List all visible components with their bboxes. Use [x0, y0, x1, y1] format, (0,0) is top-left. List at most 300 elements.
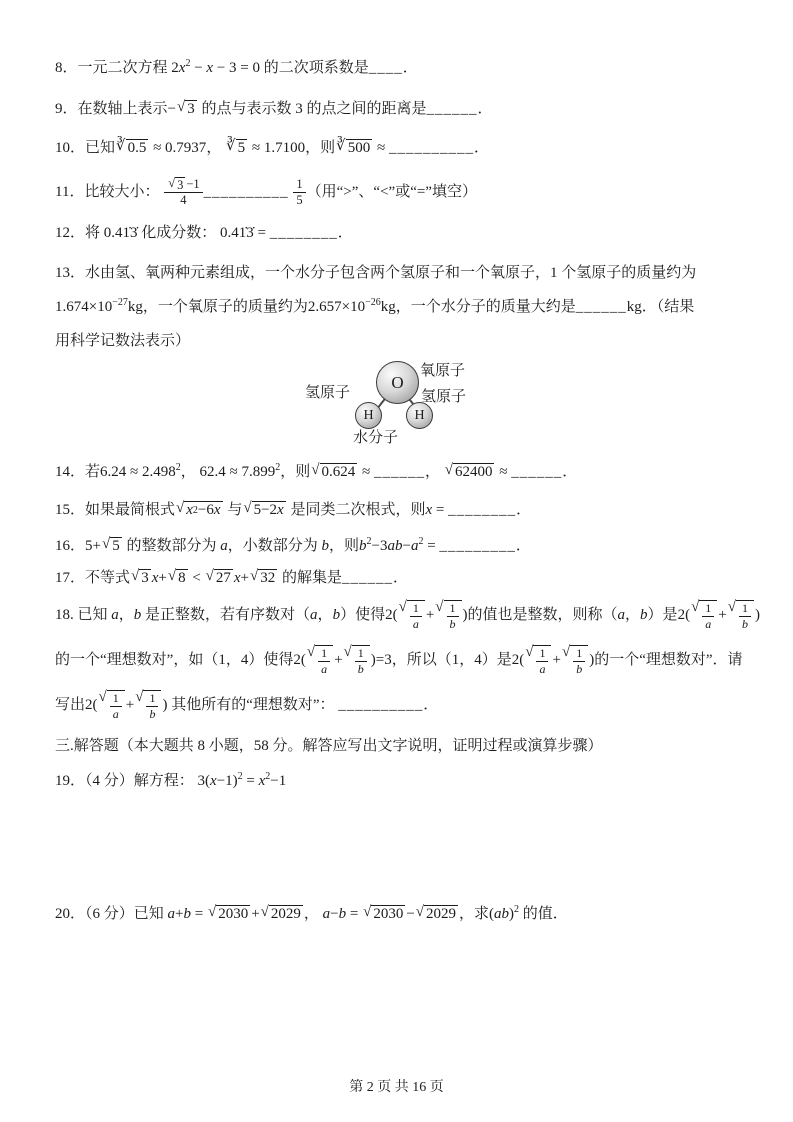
text-run: 1 — [149, 691, 156, 706]
math-run: ) — [589, 652, 595, 668]
text-run: ，一个氧原子的质量约为 — [142, 299, 308, 315]
denominator — [178, 193, 188, 208]
text-run — [289, 184, 293, 200]
math-run: −6 — [197, 502, 214, 519]
denominator — [574, 662, 584, 676]
hydrogen-atom-left-symbol: H — [363, 407, 374, 423]
sqrt-expression — [363, 905, 405, 923]
text-run: ． — [515, 538, 531, 554]
cbrt-expression — [336, 139, 372, 157]
superscript: −27 — [112, 297, 128, 308]
radicand — [269, 905, 303, 923]
text-run: 10．已知 — [55, 140, 116, 156]
sqrt-expression — [177, 100, 197, 118]
numerator — [110, 691, 122, 706]
text-run: ． — [477, 101, 493, 117]
math-variable: a — [539, 661, 546, 676]
math-run: 2( — [385, 607, 398, 623]
cbrt-expression — [116, 139, 148, 157]
math-variable: a — [111, 607, 119, 623]
sqrt-expression — [435, 600, 461, 631]
text-run: 与 — [223, 502, 243, 518]
text-run: 62400 — [454, 464, 493, 481]
answer-blank: ______ — [511, 464, 563, 480]
math-run: + — [175, 906, 184, 922]
sqrt-expression — [168, 177, 185, 192]
answer-blank: ______ — [373, 464, 425, 480]
text-run: 20．（6 分）已知 — [55, 906, 168, 922]
math-variable: a — [705, 616, 712, 631]
radicand — [185, 100, 197, 118]
text-run: 5 — [112, 538, 120, 555]
fraction — [702, 601, 714, 631]
text-run: 32 — [260, 570, 276, 587]
text-run: 0.5 — [127, 140, 147, 157]
math-variable: ab — [494, 906, 510, 922]
radical-sign: √ — [727, 599, 736, 616]
math-run: ≈ — [373, 140, 389, 156]
math-run: − — [402, 538, 411, 554]
math-run: 2.657×10 — [307, 299, 366, 315]
denominator — [319, 662, 329, 676]
question-15 — [55, 498, 749, 523]
radical-sign: √ — [168, 175, 176, 190]
text-run: ，则 — [305, 140, 336, 156]
answer-blank: ______ — [341, 570, 393, 586]
numerator — [318, 646, 330, 661]
text-run: 2029 — [270, 906, 301, 923]
text-run: 0.624 — [321, 464, 356, 481]
superscript: −26 — [365, 297, 381, 308]
radicand — [444, 600, 462, 631]
question-19 — [55, 769, 749, 794]
text-run: ， — [180, 464, 200, 480]
answer-blank: __________ — [338, 697, 424, 713]
math-variable: x — [206, 60, 214, 76]
text-run: 的值． — [519, 906, 568, 922]
radicand — [252, 501, 286, 519]
question-16 — [55, 534, 749, 559]
math-run: ) — [755, 607, 760, 623]
math-run: + — [240, 570, 249, 586]
fraction — [536, 646, 548, 676]
text-run: ， — [303, 906, 323, 922]
math-variable: x — [277, 502, 284, 519]
radical-sign: √ — [205, 568, 214, 585]
math-variable: x — [233, 570, 241, 586]
radical-sign: √ — [243, 500, 252, 517]
text-run: 4 — [180, 193, 187, 208]
radical-sign: √ — [249, 568, 259, 585]
radical-sign: √ — [435, 599, 444, 616]
sqrt-expression — [243, 501, 285, 519]
sqrt-expression — [445, 463, 495, 481]
math-run: − 3 = 0 — [213, 60, 260, 76]
math-variable: b — [576, 661, 583, 676]
math-variable: b — [133, 607, 142, 623]
radical-sign: √ — [176, 500, 185, 517]
question-17 — [55, 566, 749, 591]
radicand — [126, 139, 149, 157]
text-run: 8．一元二次方程 — [55, 60, 172, 76]
text-run: ，小数部分为 — [227, 538, 322, 554]
radicand — [143, 690, 161, 721]
math-run: + — [718, 607, 727, 623]
math-variable: a — [410, 538, 419, 554]
numerator — [702, 601, 714, 616]
text-run: 3 — [177, 177, 184, 192]
math-variable: x — [213, 502, 221, 519]
text-run: 1 — [112, 691, 119, 706]
numerator — [355, 646, 367, 661]
radical-sign: √ — [444, 462, 453, 479]
text-run: 500 — [347, 140, 371, 157]
superscript: 2 — [366, 536, 372, 547]
math-run: ≈ — [495, 464, 512, 480]
math-run: + — [158, 570, 167, 586]
text-run: 其他所有的“理想数对”： — [167, 697, 339, 713]
math-run: < — [188, 570, 205, 586]
answer-blank: __________ — [388, 140, 474, 156]
radicand — [570, 645, 588, 676]
text-run: 化成分数： — [137, 225, 221, 241]
hydrogen-label-left: 氢原子 — [305, 385, 351, 401]
numerator — [536, 646, 548, 661]
math-run: ≈ 1.7100 — [248, 140, 306, 156]
text-run: 的一个“理想数对”．请 — [594, 652, 743, 668]
text-run: ． — [562, 464, 578, 480]
radicand: x 2 −6 x — [186, 502, 221, 519]
sqrt-expression — [562, 645, 588, 676]
sqrt-expression — [525, 645, 551, 676]
text-run: 15．如果最简根式 — [55, 502, 176, 518]
water-molecule-diagram — [55, 360, 749, 452]
radical-sign: √ — [260, 904, 269, 921]
denominator — [294, 193, 304, 208]
math-run: 5−2 — [253, 502, 278, 519]
text-run: 9．在数轴上表示 — [55, 101, 168, 117]
text-run: 2029 — [426, 906, 457, 923]
text-run: 写出 — [55, 697, 86, 713]
text-run: 12．将 — [55, 225, 104, 241]
radicand — [424, 905, 458, 923]
text-run: ．（结果 — [641, 299, 695, 315]
text-run: ． — [402, 60, 418, 76]
math-variable: a — [321, 661, 328, 676]
math-run: 2( — [677, 607, 691, 623]
question-11 — [55, 169, 749, 215]
math-run: + — [552, 652, 561, 668]
answer-blank: ____ — [368, 60, 403, 76]
numerator — [293, 177, 305, 193]
question-18-line-2 — [55, 638, 749, 683]
text-run: 1 — [412, 601, 419, 616]
math-run: ( — [489, 906, 495, 922]
radicand — [175, 177, 185, 192]
math-variable: b — [321, 538, 329, 554]
text-run: 19．（4 分）解方程： — [55, 773, 198, 789]
math-variable: a — [412, 616, 419, 631]
radicand — [258, 569, 277, 587]
text-run: 的解集是 — [278, 570, 342, 586]
question-13-line-3 — [55, 324, 749, 358]
math-variable: x — [186, 502, 193, 519]
text-run: ， — [206, 140, 226, 156]
math-run: ) — [509, 906, 515, 922]
text-run: ，所以（1，4）是 — [391, 652, 512, 668]
numerator — [146, 691, 158, 706]
text-run: ， — [317, 607, 333, 623]
radicand — [352, 645, 370, 676]
question-12 — [55, 221, 749, 246]
radicand — [315, 645, 333, 676]
math-run: )=3 — [370, 652, 392, 668]
text-run: 5 — [296, 193, 303, 208]
math-run: + — [251, 906, 260, 922]
math-run: − — [330, 906, 339, 922]
radicand — [216, 905, 250, 923]
text-run: ）是 — [647, 607, 678, 623]
sqrt-expression — [208, 905, 250, 923]
math-variable: b — [359, 538, 367, 554]
math-run: 2( — [85, 697, 98, 713]
text-run: 2030 — [218, 906, 249, 923]
question-13 — [55, 256, 749, 358]
sqrt-expression — [168, 569, 188, 587]
math-run: ) — [162, 697, 168, 713]
math-run: + — [334, 652, 343, 668]
text-run: 13．水由氢、氧两种元素组成，一个水分子包含两个氢原子和一个氧原子，1 个氢原子的质量约为 — [55, 265, 697, 281]
text-run: 1 — [449, 601, 456, 616]
radical-sign: √ — [398, 599, 407, 616]
text-run: 1 — [742, 601, 748, 616]
math-run: − — [167, 101, 176, 117]
denominator — [703, 617, 713, 631]
math-run: 2( — [511, 652, 525, 668]
math-variable: b — [332, 607, 341, 623]
radical-sign: √ — [176, 99, 186, 116]
math-run: −3 — [371, 538, 388, 554]
numerator — [164, 177, 202, 193]
math-run: 2( — [293, 652, 306, 668]
math-run: − — [406, 906, 415, 922]
hydrogen-label-right: 氢原子 — [421, 389, 467, 405]
water-molecule-figure — [305, 360, 471, 452]
answer-blank: ________ — [269, 225, 338, 241]
math-variable: b — [338, 906, 347, 922]
math-variable: a — [112, 706, 119, 721]
text-run: 17．不等式 — [55, 570, 131, 586]
text-run: ， — [625, 607, 641, 623]
math-run: = — [190, 906, 207, 922]
text-run: 的整数部分为 — [122, 538, 221, 554]
denominator — [356, 662, 366, 676]
numerator — [447, 601, 459, 616]
math-run: kg — [380, 299, 396, 315]
fraction — [355, 646, 367, 676]
denominator — [537, 662, 547, 676]
sqrt-expression — [131, 569, 151, 587]
text-run: 8 — [178, 570, 186, 587]
sqrt-expression — [416, 905, 458, 923]
question-10 — [55, 136, 749, 161]
math-run: − — [190, 60, 207, 76]
fraction — [573, 646, 585, 676]
math-variable: b — [357, 661, 364, 676]
text-run: ，求 — [459, 906, 490, 922]
text-run: 是同类二次根式，则 — [286, 502, 426, 518]
superscript: 2 — [275, 462, 281, 473]
sqrt-expression — [691, 600, 717, 631]
sqrt-expression — [99, 690, 125, 721]
answer-blank: _________ — [439, 538, 516, 554]
radical-sign: √ — [363, 904, 372, 921]
text-run: ，则 — [329, 538, 360, 554]
superscript: 2 — [514, 904, 520, 915]
hydrogen-atom-left — [355, 402, 382, 429]
text-run: 的值也是整数，则称（ — [467, 607, 618, 623]
math-variable: b — [742, 616, 748, 631]
sqrt-expression — [250, 569, 277, 587]
text-run: 的一个“理想数对”，如（1，4）使得 — [55, 652, 294, 668]
question-18-line-1 — [55, 593, 760, 638]
math-run: 6.24 ≈ 2.498 — [100, 464, 176, 480]
radical-sign: √ — [167, 568, 177, 585]
math-variable: a — [310, 607, 318, 623]
math-run: + — [125, 697, 135, 713]
question-9 — [55, 97, 749, 122]
math-run: −1) — [216, 773, 238, 789]
oxygen-label: 氧原子 — [420, 363, 466, 379]
sqrt-expression — [135, 690, 161, 721]
molecule-label: 水分子 — [353, 430, 399, 446]
numerator — [410, 601, 422, 616]
math-variable: x — [258, 773, 266, 789]
answer-blank: ______ — [575, 299, 627, 315]
denominator — [411, 617, 421, 631]
oxygen-atom-symbol: O — [391, 372, 404, 392]
math-run: kg — [127, 299, 143, 315]
page-number-footer: 第 2 页 共 16 页 — [349, 1080, 444, 1095]
math-run: −1 — [186, 177, 200, 192]
math-run: = — [346, 906, 363, 922]
math-run: 5+ — [85, 538, 101, 554]
answer-blank: ______ — [426, 101, 478, 117]
math-run: 3( — [197, 773, 211, 789]
math-variable: x — [151, 570, 159, 586]
radicand — [346, 139, 373, 157]
sqrt-expression — [311, 463, 357, 481]
sqrt-expression — [206, 569, 233, 587]
radical-sign: √ — [101, 536, 111, 553]
denominator — [448, 617, 458, 631]
radicand — [371, 905, 405, 923]
fraction — [739, 601, 751, 631]
question-18 — [55, 593, 760, 728]
text-run: ，则 — [280, 464, 311, 480]
sqrt-expression — [344, 645, 370, 676]
text-run: 14．若 — [55, 464, 101, 480]
text-run: 18. 已知 — [55, 607, 112, 623]
radical-sign: √ — [135, 689, 144, 706]
radical-sign: √ — [306, 644, 316, 661]
radicand — [736, 600, 754, 631]
math-run: ≈ — [358, 464, 374, 480]
sqrt-expression — [102, 537, 122, 555]
radicand — [214, 569, 233, 587]
math-run: 0.41̇3̇ — [103, 225, 138, 241]
text-run: 1 — [576, 646, 583, 661]
math-run: ≈ 0.7937 — [149, 140, 207, 156]
radical-sign: √ — [525, 644, 534, 661]
math-run: 0.41̇3̇ = — [220, 225, 266, 241]
sqrt-expression — [399, 600, 425, 631]
math-variable: ab — [387, 538, 403, 554]
math-run: kg — [626, 299, 642, 315]
question-13-line-1 — [55, 256, 749, 290]
radical-sign: √ — [311, 462, 320, 479]
text-run: ）使得 — [340, 607, 386, 623]
math-run: 2 — [171, 60, 179, 76]
sqrt-expression — [261, 905, 303, 923]
radical-sign: √ — [561, 644, 571, 661]
text-run: 1 — [357, 646, 364, 661]
math-variable: b — [449, 616, 456, 631]
radicand — [699, 600, 717, 631]
math-variable: a — [220, 538, 228, 554]
radical-sign: √ — [691, 599, 700, 616]
numerator — [739, 601, 751, 616]
radical-sign: √ — [207, 904, 217, 921]
radicand — [533, 645, 551, 676]
math-variable: a — [167, 906, 176, 922]
sqrt-expression — [307, 645, 333, 676]
superscript: 2 — [175, 462, 181, 473]
text-run: 16． — [55, 538, 86, 554]
math-variable: b — [149, 706, 156, 721]
hydrogen-atom-right-symbol: H — [414, 407, 425, 423]
fraction — [293, 177, 305, 208]
text-run: 1 — [705, 601, 712, 616]
text-run: ． — [337, 225, 353, 241]
superscript: 2 — [418, 536, 424, 547]
text-run: 11．比较大小： — [55, 184, 164, 200]
hydrogen-atom-right — [406, 402, 433, 429]
question-20 — [55, 902, 749, 927]
radical-sign: √ — [131, 568, 140, 585]
text-run: 5 — [237, 140, 246, 157]
radicand — [407, 600, 425, 631]
math-variable: a — [322, 906, 331, 922]
question-8 — [55, 56, 749, 81]
superscript: 2 — [185, 58, 191, 69]
question-14 — [55, 460, 749, 485]
text-run: ． — [423, 697, 439, 713]
math-run: −1 — [270, 773, 287, 789]
sqrt-expression — [728, 600, 754, 631]
radical-sign: ∛ — [336, 138, 346, 155]
math-variable: b — [183, 906, 191, 922]
question-18-line-3 — [55, 683, 749, 728]
text-run: ． — [516, 502, 532, 518]
text-run: ． — [392, 570, 408, 586]
fraction — [164, 177, 202, 208]
math-run: 1.674×10 — [55, 299, 113, 315]
text-run: ， — [118, 607, 134, 623]
math-run: 62.4 ≈ 7.899 — [199, 464, 276, 480]
math-run: ) — [462, 607, 468, 623]
question-13-line-2 — [55, 290, 749, 324]
